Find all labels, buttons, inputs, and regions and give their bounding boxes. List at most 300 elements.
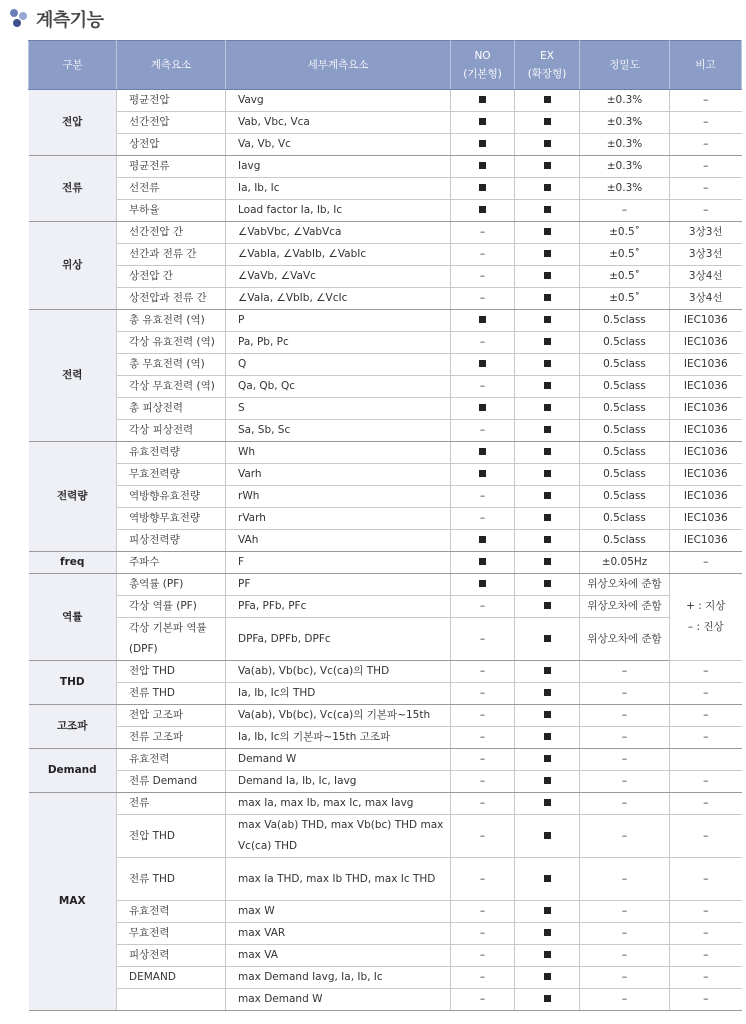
detail-cell: max W xyxy=(226,901,451,923)
accuracy-cell: ±0.3% xyxy=(580,112,670,134)
detail-cell: Ia, Ib, Ic xyxy=(226,178,451,200)
remark-cell: – xyxy=(670,112,742,134)
ex-cell xyxy=(515,486,580,508)
remark-cell: – xyxy=(670,815,742,858)
ex-cell xyxy=(515,967,580,989)
table-row xyxy=(29,858,742,901)
accuracy-cell: ±0.3% xyxy=(580,156,670,178)
filled-square-icon xyxy=(544,360,551,367)
category-cell: 전력 xyxy=(29,310,117,442)
no-cell xyxy=(451,530,515,552)
detail-cell: max Va(ab) THD, max Vb(bc) THD max Vc(ca) THD xyxy=(226,815,451,858)
detail-cell: Ia, Ib, Ic의 기본파~15th 고조파 xyxy=(226,727,451,749)
table-row xyxy=(29,310,742,332)
element-cell: 역방향유효전량 xyxy=(117,486,226,508)
remark-cell: – xyxy=(670,661,742,683)
no-cell xyxy=(451,156,515,178)
no-cell xyxy=(451,442,515,464)
filled-square-icon xyxy=(544,514,551,521)
accuracy-cell: – xyxy=(580,901,670,923)
detail-cell: Varh xyxy=(226,464,451,486)
detail-cell: PF xyxy=(226,574,451,596)
accuracy-cell: – xyxy=(580,683,670,705)
page-title-block xyxy=(10,6,104,32)
ex-cell xyxy=(515,705,580,727)
category-cell: 전압 xyxy=(29,90,117,156)
filled-square-icon xyxy=(479,536,486,543)
element-cell: 총 무효전력 (역) xyxy=(117,354,226,376)
remark-cell: IEC1036 xyxy=(670,420,742,442)
filled-square-icon xyxy=(544,777,551,784)
accuracy-cell: 0.5class xyxy=(580,332,670,354)
remark-cell-merged xyxy=(670,574,742,661)
header-no xyxy=(451,41,515,90)
accuracy-cell: – xyxy=(580,989,670,1011)
detail-cell: Q xyxy=(226,354,451,376)
filled-square-icon xyxy=(544,635,551,642)
table-header-row xyxy=(29,41,742,90)
element-cell: 무효전력량 xyxy=(117,464,226,486)
table-row xyxy=(29,771,742,793)
element-cell: 선전류 xyxy=(117,178,226,200)
accuracy-cell: 0.5class xyxy=(580,376,670,398)
accuracy-cell: – xyxy=(580,815,670,858)
accuracy-cell: – xyxy=(580,858,670,901)
table-row xyxy=(29,989,742,1011)
accuracy-cell: – xyxy=(580,727,670,749)
remark-cell: 3상3선 xyxy=(670,244,742,266)
no-cell: – xyxy=(451,945,515,967)
detail-cell: DPFa, DPFb, DPFc xyxy=(226,618,451,661)
detail-cell: Qa, Qb, Qc xyxy=(226,376,451,398)
element-cell: 전류 THD xyxy=(117,683,226,705)
table-row xyxy=(29,815,742,858)
remark-cell: – xyxy=(670,858,742,901)
filled-square-icon xyxy=(544,382,551,389)
filled-square-icon xyxy=(544,907,551,914)
filled-square-icon xyxy=(544,875,551,882)
no-cell: – xyxy=(451,683,515,705)
accuracy-cell: ±0.05Hz xyxy=(580,552,670,574)
table-row xyxy=(29,530,742,552)
table-row xyxy=(29,618,742,661)
element-cell: 상전압 간 xyxy=(117,266,226,288)
remark-line: – : 진상 xyxy=(687,621,724,633)
filled-square-icon xyxy=(544,711,551,718)
filled-square-icon xyxy=(544,995,551,1002)
remark-cell: 3상4선 xyxy=(670,266,742,288)
remark-cell: – xyxy=(670,134,742,156)
detail-cell: ∠VabVbc, ∠VabVca xyxy=(226,222,451,244)
filled-square-icon xyxy=(479,558,486,565)
element-cell: 전류 xyxy=(117,793,226,815)
table-row xyxy=(29,705,742,727)
table-row xyxy=(29,945,742,967)
table-row xyxy=(29,332,742,354)
ex-cell xyxy=(515,574,580,596)
element-cell: 전류 고조파 xyxy=(117,727,226,749)
no-cell xyxy=(451,90,515,112)
detail-cell: max VAR xyxy=(226,923,451,945)
no-cell: – xyxy=(451,815,515,858)
table-row xyxy=(29,683,742,705)
filled-square-icon xyxy=(544,580,551,587)
filled-square-icon xyxy=(544,536,551,543)
detail-cell: Vavg xyxy=(226,90,451,112)
detail-cell: Wh xyxy=(226,442,451,464)
filled-square-icon xyxy=(479,316,486,323)
detail-cell: Load factor Ia, Ib, Ic xyxy=(226,200,451,222)
ex-cell xyxy=(515,288,580,310)
remark-cell: – xyxy=(670,200,742,222)
accuracy-cell: 0.5class xyxy=(580,464,670,486)
remark-cell: – xyxy=(670,552,742,574)
no-cell xyxy=(451,464,515,486)
accuracy-cell: 위상오차에 준함 xyxy=(580,618,670,661)
no-cell: – xyxy=(451,858,515,901)
header-accuracy: 정밀도 xyxy=(580,41,670,90)
detail-cell: ∠VabIa, ∠VabIb, ∠VabIc xyxy=(226,244,451,266)
no-cell xyxy=(451,112,515,134)
ex-cell xyxy=(515,749,580,771)
table-row xyxy=(29,288,742,310)
filled-square-icon xyxy=(479,162,486,169)
filled-square-icon xyxy=(544,118,551,125)
accuracy-cell: 0.5class xyxy=(580,354,670,376)
table-row xyxy=(29,244,742,266)
remark-cell xyxy=(670,749,742,771)
page-title: 계측기능 xyxy=(36,10,104,31)
filled-square-icon xyxy=(544,448,551,455)
no-cell: – xyxy=(451,244,515,266)
detail-cell: max Ia THD, max Ib THD, max Ic THD xyxy=(226,858,451,901)
detail-cell: P xyxy=(226,310,451,332)
filled-square-icon xyxy=(544,667,551,674)
no-cell: – xyxy=(451,376,515,398)
element-cell: 선간과 전류 간 xyxy=(117,244,226,266)
filled-square-icon xyxy=(479,184,486,191)
header-no-line1: NO xyxy=(474,50,491,62)
detail-cell: ∠VaVb, ∠VaVc xyxy=(226,266,451,288)
table-row xyxy=(29,508,742,530)
filled-square-icon xyxy=(544,96,551,103)
no-cell: – xyxy=(451,596,515,618)
filled-square-icon xyxy=(544,228,551,235)
accuracy-cell: – xyxy=(580,661,670,683)
no-cell: – xyxy=(451,705,515,727)
filled-square-icon xyxy=(544,733,551,740)
accuracy-cell: – xyxy=(580,705,670,727)
header-ex-line1: EX xyxy=(540,50,554,62)
detail-cell: Demand W xyxy=(226,749,451,771)
ex-cell xyxy=(515,793,580,815)
element-cell: DEMAND xyxy=(117,967,226,989)
no-cell: – xyxy=(451,222,515,244)
ex-cell xyxy=(515,596,580,618)
remark-cell: IEC1036 xyxy=(670,464,742,486)
element-cell: 각상 기본파 역률 (DPF) xyxy=(117,618,226,661)
remark-cell: IEC1036 xyxy=(670,332,742,354)
no-cell: – xyxy=(451,486,515,508)
remark-cell: IEC1036 xyxy=(670,508,742,530)
filled-square-icon xyxy=(544,140,551,147)
filled-square-icon xyxy=(479,206,486,213)
ex-cell xyxy=(515,945,580,967)
accuracy-cell: 위상오차에 준함 xyxy=(580,574,670,596)
table-row xyxy=(29,442,742,464)
remark-cell: – xyxy=(670,727,742,749)
table-row xyxy=(29,178,742,200)
ex-cell xyxy=(515,661,580,683)
element-cell: 유효전력 xyxy=(117,901,226,923)
category-cell: Demand xyxy=(29,749,117,793)
element-cell: 피상전력 xyxy=(117,945,226,967)
measurement-table xyxy=(28,40,742,1011)
category-cell: 전력량 xyxy=(29,442,117,552)
ex-cell xyxy=(515,901,580,923)
ex-cell xyxy=(515,244,580,266)
remark-cell: – xyxy=(670,156,742,178)
accuracy-cell: – xyxy=(580,771,670,793)
ex-cell xyxy=(515,112,580,134)
table-row xyxy=(29,376,742,398)
filled-square-icon xyxy=(479,404,486,411)
accuracy-cell: ±0.5˚ xyxy=(580,288,670,310)
filled-square-icon xyxy=(479,360,486,367)
no-cell: – xyxy=(451,771,515,793)
ex-cell xyxy=(515,858,580,901)
table-row xyxy=(29,574,742,596)
remark-cell: – xyxy=(670,793,742,815)
accuracy-cell: 0.5class xyxy=(580,398,670,420)
filled-square-icon xyxy=(544,558,551,565)
ex-cell xyxy=(515,923,580,945)
no-cell: – xyxy=(451,901,515,923)
element-cell: 유효전력 xyxy=(117,749,226,771)
element-cell: 각상 유효전력 (역) xyxy=(117,332,226,354)
detail-cell: PFa, PFb, PFc xyxy=(226,596,451,618)
remark-cell: – xyxy=(670,923,742,945)
detail-cell: Demand Ia, Ib, Ic, Iavg xyxy=(226,771,451,793)
element-cell: 상전압 xyxy=(117,134,226,156)
element-cell: 상전압과 전류 간 xyxy=(117,288,226,310)
no-cell xyxy=(451,178,515,200)
accuracy-cell: ±0.3% xyxy=(580,134,670,156)
no-cell xyxy=(451,310,515,332)
element-cell: 전압 고조파 xyxy=(117,705,226,727)
filled-square-icon xyxy=(544,162,551,169)
no-cell: – xyxy=(451,793,515,815)
ex-cell xyxy=(515,90,580,112)
detail-cell: max VA xyxy=(226,945,451,967)
ex-cell xyxy=(515,508,580,530)
ex-cell xyxy=(515,530,580,552)
accuracy-cell: ±0.5˚ xyxy=(580,266,670,288)
table-row xyxy=(29,749,742,771)
table-row xyxy=(29,923,742,945)
element-cell: 각상 역률 (PF) xyxy=(117,596,226,618)
remark-cell: – xyxy=(670,683,742,705)
header-category: 구분 xyxy=(29,41,117,90)
accuracy-cell: ±0.3% xyxy=(580,90,670,112)
no-cell: – xyxy=(451,420,515,442)
filled-square-icon xyxy=(544,492,551,499)
filled-square-icon xyxy=(544,426,551,433)
remark-cell: – xyxy=(670,178,742,200)
element-cell: 전압 THD xyxy=(117,661,226,683)
table-row xyxy=(29,793,742,815)
filled-square-icon xyxy=(544,250,551,257)
remark-cell: 3상3선 xyxy=(670,222,742,244)
ex-cell xyxy=(515,727,580,749)
category-cell: 위상 xyxy=(29,222,117,310)
filled-square-icon xyxy=(544,206,551,213)
ex-cell xyxy=(515,398,580,420)
table-row xyxy=(29,156,742,178)
table-row xyxy=(29,222,742,244)
accuracy-cell: ±0.5˚ xyxy=(580,222,670,244)
table-row xyxy=(29,134,742,156)
ex-cell xyxy=(515,420,580,442)
filled-square-icon xyxy=(544,832,551,839)
no-cell: – xyxy=(451,727,515,749)
table-row xyxy=(29,200,742,222)
ex-cell xyxy=(515,156,580,178)
filled-square-icon xyxy=(479,580,486,587)
category-cell: freq xyxy=(29,552,117,574)
filled-square-icon xyxy=(544,404,551,411)
remark-cell: IEC1036 xyxy=(670,376,742,398)
element-cell: 전류 THD xyxy=(117,858,226,901)
remark-cell: – xyxy=(670,705,742,727)
table-row xyxy=(29,398,742,420)
ex-cell xyxy=(515,771,580,793)
accuracy-cell: 0.5class xyxy=(580,420,670,442)
ex-cell xyxy=(515,683,580,705)
table-row xyxy=(29,727,742,749)
element-cell: 각상 피상전력 xyxy=(117,420,226,442)
no-cell: – xyxy=(451,618,515,661)
remark-cell: IEC1036 xyxy=(670,530,742,552)
remark-cell: – xyxy=(670,901,742,923)
detail-cell: rWh xyxy=(226,486,451,508)
remark-cell: 3상4선 xyxy=(670,288,742,310)
remark-cell: – xyxy=(670,771,742,793)
element-cell: 선간전압 xyxy=(117,112,226,134)
ex-cell xyxy=(515,552,580,574)
detail-cell: Va(ab), Vb(bc), Vc(ca)의 기본파~15th xyxy=(226,705,451,727)
filled-square-icon xyxy=(544,470,551,477)
ex-cell xyxy=(515,376,580,398)
remark-cell: – xyxy=(670,967,742,989)
accuracy-cell: ±0.5˚ xyxy=(580,244,670,266)
no-cell xyxy=(451,574,515,596)
no-cell: – xyxy=(451,266,515,288)
table-row xyxy=(29,90,742,112)
remark-cell: IEC1036 xyxy=(670,310,742,332)
table-row xyxy=(29,112,742,134)
element-cell: 피상전력량 xyxy=(117,530,226,552)
filled-square-icon xyxy=(479,470,486,477)
accuracy-cell: 0.5class xyxy=(580,508,670,530)
remark-cell: – xyxy=(670,945,742,967)
element-cell: 선간전압 간 xyxy=(117,222,226,244)
remark-cell: IEC1036 xyxy=(670,486,742,508)
ex-cell xyxy=(515,815,580,858)
accuracy-cell: – xyxy=(580,793,670,815)
no-cell: – xyxy=(451,749,515,771)
filled-square-icon xyxy=(544,602,551,609)
detail-cell: max Demand W xyxy=(226,989,451,1011)
element-cell: 유효전력량 xyxy=(117,442,226,464)
table-row xyxy=(29,486,742,508)
element-cell: 무효전력 xyxy=(117,923,226,945)
remark-cell: – xyxy=(670,90,742,112)
element-cell: 평균전류 xyxy=(117,156,226,178)
ex-cell xyxy=(515,332,580,354)
accuracy-cell: 위상오차에 준함 xyxy=(580,596,670,618)
element-cell: 부하율 xyxy=(117,200,226,222)
element-cell: 총역률 (PF) xyxy=(117,574,226,596)
element-cell: 주파수 xyxy=(117,552,226,574)
element-cell: 총 유효전력 (역) xyxy=(117,310,226,332)
ex-cell xyxy=(515,989,580,1011)
element-cell: 평균전압 xyxy=(117,90,226,112)
accuracy-cell: – xyxy=(580,200,670,222)
header-detail: 세부계측요소 xyxy=(226,41,451,90)
no-cell: – xyxy=(451,288,515,310)
table-row xyxy=(29,967,742,989)
remark-cell: IEC1036 xyxy=(670,354,742,376)
header-remark: 비고 xyxy=(670,41,742,90)
detail-cell: Vab, Vbc, Vca xyxy=(226,112,451,134)
ex-cell xyxy=(515,464,580,486)
detail-cell: Va, Vb, Vc xyxy=(226,134,451,156)
no-cell xyxy=(451,398,515,420)
table-row xyxy=(29,420,742,442)
filled-square-icon xyxy=(479,96,486,103)
table-row xyxy=(29,901,742,923)
remark-cell: – xyxy=(670,989,742,1011)
no-cell xyxy=(451,200,515,222)
table-row xyxy=(29,464,742,486)
element-cell: 전류 Demand xyxy=(117,771,226,793)
accuracy-cell: – xyxy=(580,945,670,967)
detail-cell: S xyxy=(226,398,451,420)
element-cell: 총 피상전력 xyxy=(117,398,226,420)
filled-square-icon xyxy=(544,338,551,345)
ex-cell xyxy=(515,222,580,244)
no-cell: – xyxy=(451,332,515,354)
no-cell: – xyxy=(451,508,515,530)
filled-square-icon xyxy=(544,689,551,696)
element-cell: 각상 무효전력 (역) xyxy=(117,376,226,398)
filled-square-icon xyxy=(544,929,551,936)
dots-logo-icon xyxy=(10,9,30,29)
detail-cell: rVarh xyxy=(226,508,451,530)
table-row xyxy=(29,552,742,574)
table-row xyxy=(29,661,742,683)
detail-cell: F xyxy=(226,552,451,574)
detail-cell: Iavg xyxy=(226,156,451,178)
table-row xyxy=(29,354,742,376)
accuracy-cell: 0.5class xyxy=(580,442,670,464)
category-cell: THD xyxy=(29,661,117,705)
header-ex xyxy=(515,41,580,90)
no-cell: – xyxy=(451,923,515,945)
filled-square-icon xyxy=(479,140,486,147)
detail-cell: Sa, Sb, Sc xyxy=(226,420,451,442)
